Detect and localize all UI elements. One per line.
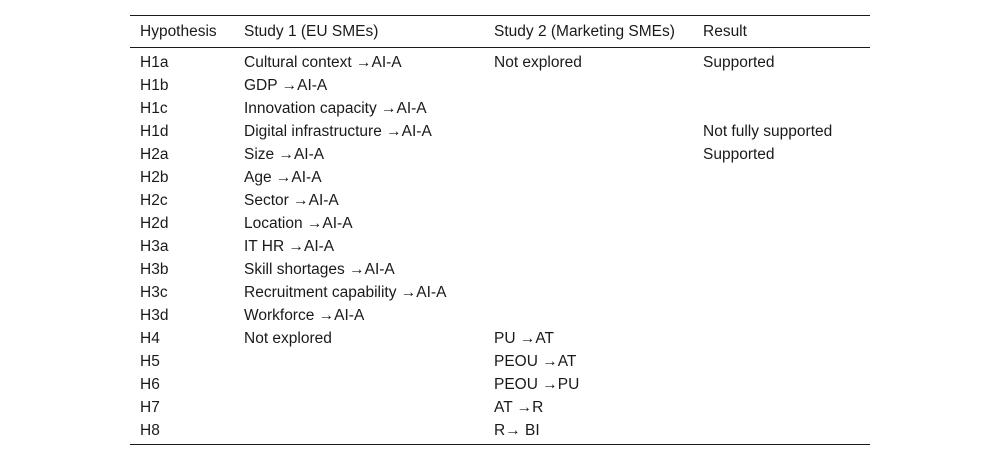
cell-study-2: PU →AT (494, 330, 554, 347)
cell-result (693, 304, 870, 327)
cell-hypothesis: H1b (140, 77, 169, 94)
cell-study-2: Not explored (494, 54, 582, 71)
cell-hypothesis: H2d (140, 215, 169, 232)
table-row (130, 373, 870, 396)
header-hypothesis: Hypothesis (140, 22, 217, 40)
cell-hypothesis: H8 (140, 422, 160, 439)
table-row (130, 120, 870, 143)
cell-result: Supported (703, 146, 775, 163)
cell-study-2 (484, 166, 693, 189)
cell-study-1 (234, 419, 484, 445)
cell-study-2 (484, 281, 693, 304)
cell-study-1: Sector →AI-A (244, 192, 339, 209)
hypotheses-table-container (130, 15, 870, 445)
cell-study-2: AT →R (494, 399, 544, 416)
header-study-1: Study 1 (EU SMEs) (244, 22, 379, 40)
cell-study-1: Workforce →AI-A (244, 307, 365, 324)
cell-study-1: Digital infrastructure →AI-A (244, 123, 432, 140)
table-body (130, 48, 870, 445)
cell-result: Not fully supported (703, 123, 833, 140)
cell-hypothesis: H2a (140, 146, 169, 163)
cell-hypothesis: H4 (140, 330, 160, 347)
table-row (130, 143, 870, 166)
cell-result (693, 97, 870, 120)
table-row (130, 304, 870, 327)
header-row (130, 16, 870, 48)
cell-hypothesis: H7 (140, 399, 160, 416)
cell-study-1: IT HR →AI-A (244, 238, 335, 255)
cell-hypothesis: H1d (140, 123, 169, 140)
cell-hypothesis: H3a (140, 238, 169, 255)
cell-study-1: GDP →AI-A (244, 77, 328, 94)
cell-result (693, 74, 870, 97)
cell-result (693, 327, 870, 350)
cell-study-2: PEOU →AT (494, 353, 577, 370)
cell-result (693, 350, 870, 373)
cell-result (693, 258, 870, 281)
cell-study-2 (484, 212, 693, 235)
table-row (130, 258, 870, 281)
cell-hypothesis: H2b (140, 169, 169, 186)
cell-study-1: Size →AI-A (244, 146, 325, 163)
cell-study-1: Recruitment capability →AI-A (244, 284, 447, 301)
cell-hypothesis: H1c (140, 100, 168, 117)
cell-study-2: PEOU →PU (494, 376, 580, 393)
cell-hypothesis: H6 (140, 376, 160, 393)
cell-result (693, 281, 870, 304)
cell-study-2 (484, 304, 693, 327)
table-row (130, 327, 870, 350)
cell-study-1 (234, 373, 484, 396)
table-row (130, 281, 870, 304)
table-row (130, 97, 870, 120)
table-row (130, 74, 870, 97)
cell-result (693, 166, 870, 189)
cell-result: Supported (703, 54, 775, 71)
cell-study-2 (484, 97, 693, 120)
cell-study-1: Skill shortages →AI-A (244, 261, 395, 278)
cell-study-1: Age →AI-A (244, 169, 322, 186)
cell-result (693, 373, 870, 396)
cell-study-2 (484, 235, 693, 258)
cell-study-1 (234, 350, 484, 373)
table-row (130, 396, 870, 419)
cell-result (693, 419, 870, 445)
table-row (130, 189, 870, 212)
table-row (130, 235, 870, 258)
cell-study-1: Innovation capacity →AI-A (244, 100, 427, 117)
cell-study-2 (484, 74, 693, 97)
table-header (130, 16, 870, 48)
cell-result (693, 212, 870, 235)
cell-result (693, 189, 870, 212)
header-result: Result (703, 22, 747, 40)
cell-hypothesis: H3b (140, 261, 169, 278)
cell-study-1: Not explored (244, 330, 332, 347)
cell-hypothesis: H3d (140, 307, 169, 324)
cell-result (693, 235, 870, 258)
cell-study-2: R→ BI (494, 422, 540, 439)
cell-study-1: Location →AI-A (244, 215, 353, 232)
cell-study-1 (234, 396, 484, 419)
cell-hypothesis: H1a (140, 54, 169, 71)
table-row (130, 419, 870, 445)
cell-study-2 (484, 120, 693, 143)
table-row (130, 350, 870, 373)
cell-hypothesis: H3c (140, 284, 168, 301)
cell-study-2 (484, 143, 693, 166)
cell-study-2 (484, 189, 693, 212)
cell-hypothesis: H2c (140, 192, 168, 209)
cell-study-2 (484, 258, 693, 281)
hypotheses-table (130, 15, 870, 445)
cell-result (693, 396, 870, 419)
table-row (130, 166, 870, 189)
cell-hypothesis: H5 (140, 353, 160, 370)
table-row (130, 48, 870, 75)
table-row (130, 212, 870, 235)
cell-study-1: Cultural context →AI-A (244, 54, 402, 71)
header-study-2: Study 2 (Marketing SMEs) (494, 22, 675, 40)
